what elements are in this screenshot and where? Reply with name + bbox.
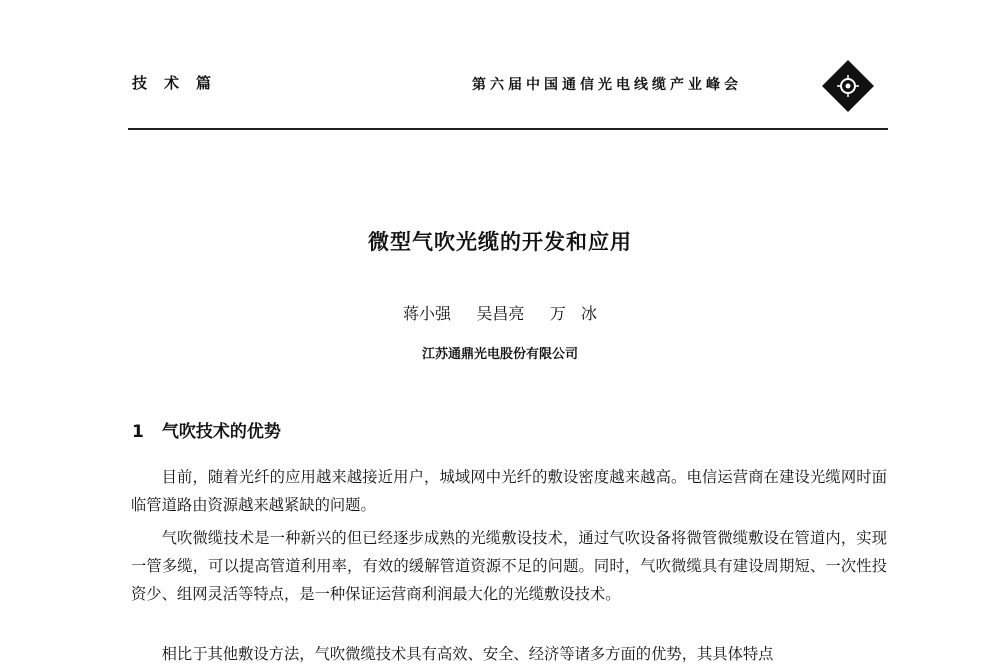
article-affiliation: 江苏通鼎光电股份有限公司	[421, 347, 578, 362]
running-header-section-label: 技术篇	[132, 74, 229, 92]
header-divider	[128, 128, 888, 130]
section-heading	[132, 417, 281, 442]
body-paragraph: 气吹微缆技术是一种新兴的但已经逐步成熟的光缆敷设技术，通过气吹设备将微管微缆敷设在管道内，实现一管多缆，可以提高管道利用率，有效的缓解管道资源不足的问题。同时，气吹微缆具有建设周期短、一次性投资少、组网灵活等特点，是一种保证运营商利润最大化的光缆敷设技术。	[131, 529, 887, 603]
conference-logo-icon	[820, 58, 876, 114]
section-number: 1	[132, 422, 144, 442]
article-title: 微型气吹光缆的开发和应用	[368, 230, 632, 254]
section-title: 气吹技术的优势	[161, 422, 281, 442]
running-header-conference: 第六届中国通信光电线缆产业峰会	[472, 77, 742, 93]
article-authors: 蒋小强 吴昌亮 万 冰	[402, 304, 598, 323]
body-paragraph: 目前，随着光纤的应用越来越接近用户，城域网中光纤的敷设密度越来越高。电信运营商在建设光缆网时面临管道路由资源越来越紧缺的问题。	[131, 468, 887, 514]
body-paragraph: 相比于其他敷设方法，气吹微缆技术具有高效、安全、经济等诸多方面的优势，其具体特点	[161, 645, 774, 663]
